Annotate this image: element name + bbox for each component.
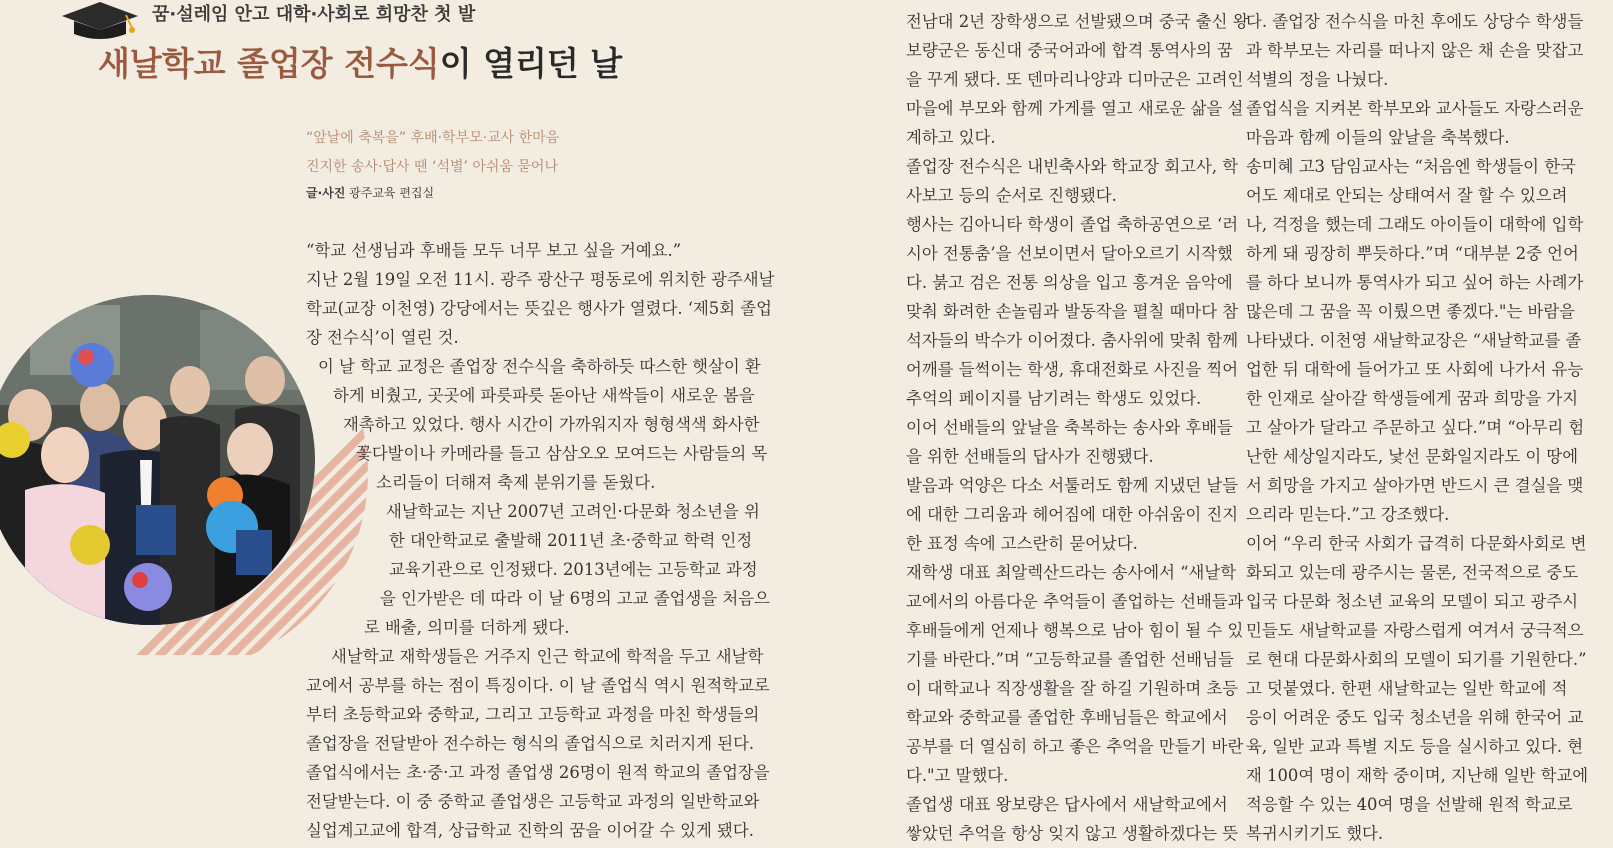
col2-line: 석자들의 박수가 이어졌다. 춤사위에 맞춰 함께 (906, 331, 1239, 350)
col2-line: 전남대 2년 장학생으로 선발됐으며 중국 출신 왕 (906, 12, 1249, 31)
col3-line: 과 학부모는 자리를 떠나지 않은 채 손을 맞잡고 (1246, 41, 1584, 60)
col3-line: 고 살아가 달라고 주문하고 싶다.”며 “아무리 험 (1246, 418, 1585, 437)
col2-line: 추억의 페이지를 남기려는 학생도 있었다. (906, 389, 1202, 408)
column-1-line: 재촉하고 있었다. 행사 시간이 가까워지자 형형색색 화사한 (343, 415, 760, 434)
col2-line: 사보고 등의 순서로 진행됐다. (906, 186, 1117, 205)
column-1-line: 교에서 공부를 하는 점이 특징이다. 이 날 졸업식 역시 원적학교로 (306, 676, 770, 695)
col3-line: 재 100여 명이 재학 중이며, 지난해 일반 학교에 (1246, 766, 1589, 785)
col3-line: 졸업식을 지켜본 학부모와 교사들도 자랑스러운 (1246, 99, 1584, 118)
graduates-photo (0, 295, 380, 655)
col2-line: 한 표정 속에 고스란히 묻어났다. (906, 534, 1138, 553)
col3-line: 를 하다 보니까 통역사가 되고 싶어 하는 사례가 (1246, 273, 1584, 292)
column-1-line: 로 배출, 의미를 더하게 됐다. (364, 618, 570, 637)
column-1-line: 꽃다발이나 카메라를 들고 삼삼오오 모여드는 사람들의 목 (356, 444, 768, 463)
kicker-text: 꿈·설레임 안고 대학·사회로 희망찬 첫 발 (152, 4, 476, 25)
column-1-line: 교육기관으로 인정됐다. 2013년에는 고등학교 과정 (389, 560, 758, 579)
column-1-line: 졸업식에서는 초·중·고 과정 졸업생 26명이 원적 학교의 졸업장을 (306, 763, 770, 782)
col2-line: 맞춰 화려한 손놀림과 발동작을 펼칠 때마다 참 (906, 302, 1239, 321)
col2-line: 학교와 중학교를 졸업한 후배님들은 학교에서 (906, 708, 1228, 727)
col3-line: 고 덧붙였다. 한편 새날학교는 일반 학교에 적 (1246, 679, 1568, 698)
column-1-line: 전달받는다. 이 중 중학교 졸업생은 고등학교 과정의 일반학교와 (306, 792, 760, 811)
col3-line: 하게 돼 굉장히 뿌듯하다.”며 “대부분 2중 언어 (1246, 244, 1579, 263)
col2-line: 을 위한 선배들의 답사가 진행됐다. (906, 447, 1154, 466)
byline-lead: 글·사진 (306, 186, 346, 200)
col2-line: 다."고 말했다. (906, 766, 1009, 785)
column-1-line: 한 대안학교로 출발해 2011년 초·중학교 학력 인정 (389, 531, 753, 550)
col3-line: 송미혜 고3 담임교사는 “처음엔 학생들이 한국 (1246, 157, 1576, 176)
col2-line: 졸업장 전수식은 내빈축사와 학교장 회고사, 학 (906, 157, 1239, 176)
col2-line: 후배들에게 언제나 행복으로 남아 힘이 될 수 있 (906, 621, 1244, 640)
col2-line: 시아 전통춤’을 선보이면서 달아오르기 시작했 (906, 244, 1233, 263)
col3-line: 로 현대 다문화사회의 모델이 되기를 기원한다.” (1246, 650, 1587, 669)
col2-line: 발음과 억양은 다소 서툴러도 함께 지냈던 날들 (906, 476, 1239, 495)
col2-line: 어깨를 들썩이는 학생, 휴대전화로 사진을 찍어 (906, 360, 1239, 379)
column-1-line: 소리들이 더해져 축제 분위기를 돋웠다. (376, 473, 656, 492)
col2-line: 이 대학교나 직장생활을 잘 하길 기원하며 초등 (906, 679, 1239, 698)
col2-line: 다. 붉고 검은 전통 의상을 입고 흥겨운 음악에 (906, 273, 1233, 292)
column-1-line: 이 날 학교 교정은 졸업장 전수식을 축하하듯 따스한 햇살이 환 (318, 357, 761, 376)
col2-line: 쌓았던 추억을 항상 잊지 않고 생활하겠다는 뜻 (906, 824, 1239, 843)
col3-line: 적응할 수 있는 40여 명을 선발해 원적 학교로 (1246, 795, 1573, 814)
col3-line: 석별의 정을 나눴다. (1246, 70, 1389, 89)
col2-line: 재학생 대표 최알렉산드라는 송사에서 “새날학 (906, 563, 1237, 582)
col3-line: 어도 제대로 안되는 상태여서 잘 할 수 있으려 (1246, 186, 1568, 205)
col3-line: 입국 다문화 청소년 교육의 모델이 되고 광주시 (1246, 592, 1579, 611)
column-3 (1246, 7, 1588, 848)
col2-line: 보량군은 동신대 중국어과에 합격 통역사의 꿈 (906, 41, 1233, 60)
byline-text: 광주교육 편집실 (345, 186, 435, 200)
column-1-line: 지난 2월 19일 오전 11시. 광주 광산구 평동로에 위치한 광주새날 (306, 270, 775, 289)
column-1-line: 학교(교장 이천영) 강당에서는 뜻깊은 행사가 열렸다. ‘제5회 졸업 (306, 299, 772, 318)
col2-line: 교에서의 아름다운 추억들이 졸업하는 선배들과 (906, 592, 1244, 611)
col3-line: 업한 뒤 대학에 들어가고 또 사회에 나가서 유능 (1246, 360, 1584, 379)
col3-line: 복귀시키기도 했다. (1246, 824, 1384, 843)
column-1-line: 새날학교 재학생들은 거주지 인근 학교에 학적을 두고 새날학 (331, 647, 764, 666)
column-1-line: 부터 초등학교와 중학교, 그리고 고등학교 과정을 마친 학생들의 (306, 705, 760, 724)
col3-line: 난한 세상일지라도, 낯선 문화일지라도 이 땅에 (1246, 447, 1579, 466)
col2-line: 행사는 김아니타 학생이 졸업 축하공연으로 ‘러 (906, 215, 1239, 234)
col3-line: 이어 “우리 한국 사회가 급격히 다문화사회로 변 (1246, 534, 1587, 553)
column-1-line: 실업계고교에 합격, 상급학교 진학의 꿈을 이어갈 수 있게 됐다. (306, 821, 754, 840)
title-rest: 이 열리던 날 (439, 44, 623, 83)
col2-line: 공부를 더 열심히 하고 좋은 추억을 만들기 바란 (906, 737, 1244, 756)
col3-line: 육, 일반 교과 특별 지도 등을 실시하고 있다. 현 (1246, 737, 1584, 756)
column-1-line: 장 전수식’이 열린 것. (306, 328, 459, 347)
col2-line: 기를 바란다.”며 “고등학교를 졸업한 선배님들 (906, 650, 1234, 669)
col3-line: 서 희망을 가지고 살아가면 반드시 큰 결실을 맺 (1246, 476, 1584, 495)
title-accent: 새날학교 졸업장 전수식 (98, 44, 440, 83)
col3-line: 민들도 새날학교를 자랑스럽게 여겨서 궁극적으 (1246, 621, 1584, 640)
col3-line: 으리라 믿는다.”고 강조했다. (1246, 505, 1450, 524)
page-title (98, 38, 622, 85)
col3-line: 한 인재로 살아갈 학생들에게 꿈과 희망을 가지 (1246, 389, 1579, 408)
col3-line: 많은데 그 꿈을 꼭 이뤘으면 좋겠다."는 바람을 (1246, 302, 1576, 321)
col2-line: 졸업생 대표 왕보량은 답사에서 새날학교에서 (906, 795, 1228, 814)
column-1-line: 을 인가받은 데 따라 이 날 6명의 고교 졸업생을 처음으 (380, 589, 770, 608)
col2-line: 에 대한 그리움과 헤어짐에 대한 아쉬움이 진지 (906, 505, 1239, 524)
column-1-line: “학교 선생님과 후배들 모두 너무 보고 싶을 거예요.” (306, 241, 682, 260)
subtitle-1: “앞날에 축복을” 후배·학부모·교사 한마음 (306, 130, 560, 146)
col2-line: 계하고 있다. (906, 128, 996, 147)
column-1-line: 졸업장을 전달받아 전수하는 형식의 졸업식으로 치러지게 된다. (306, 734, 755, 753)
col2-line: 을 꾸게 됐다. 또 덴마리나양과 디마군은 고려인 (906, 70, 1244, 89)
col2-line: 이어 선배들의 앞날을 축복하는 송사와 후배들 (906, 418, 1233, 437)
col3-line: 마음과 함께 이들의 앞날을 축복했다. (1246, 128, 1510, 147)
col3-line: 화되고 있는데 광주시는 물론, 전국적으로 중도 (1246, 563, 1579, 582)
col3-line: 나, 걱정을 했는데 그래도 아이들이 대학에 입학 (1246, 215, 1584, 234)
subtitle-2: 진지한 송사·답사 땐 ‘석별’ 아쉬움 묻어나 (306, 159, 558, 175)
column-2 (906, 7, 1249, 848)
col3-line: 나타냈다. 이천영 새날학교장은 “새날학교를 졸 (1246, 331, 1582, 350)
column-1-line: 하게 비췄고, 곳곳에 파릇파릇 돋아난 새싹들이 새로운 봄을 (333, 386, 755, 405)
col3-line: 다. 졸업장 전수식을 마친 후에도 상당수 학생들 (1246, 12, 1584, 31)
byline (306, 184, 559, 201)
subtitle-block (306, 124, 559, 201)
column-1-line: 새날학교는 지난 2007년 고려인·다문화 청소년을 위 (386, 502, 760, 521)
col2-line: 마을에 부모와 함께 가게를 열고 새로운 삶을 설 (906, 99, 1244, 118)
col3-line: 응이 어려운 중도 입국 청소년을 위해 한국어 교 (1246, 708, 1584, 727)
